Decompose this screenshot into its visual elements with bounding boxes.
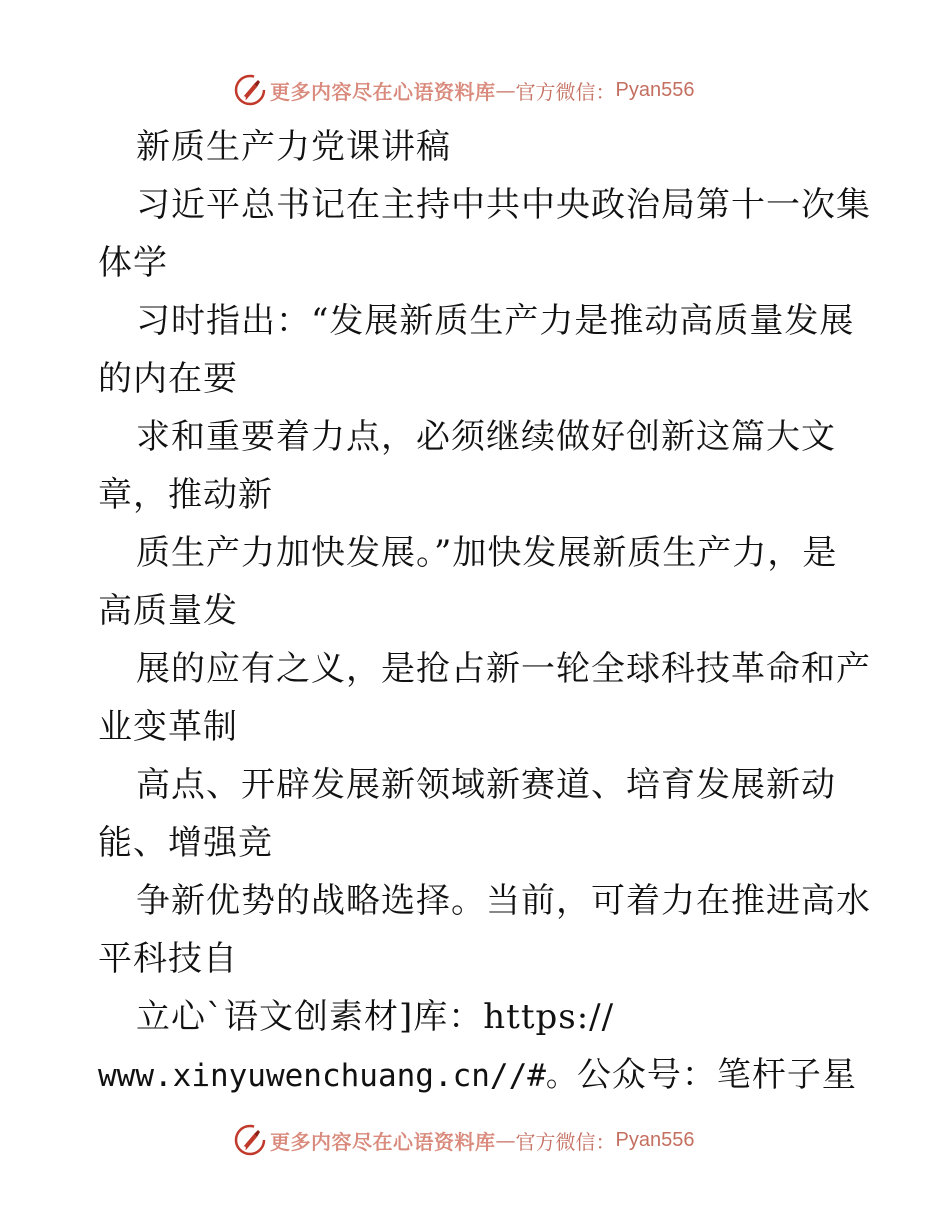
source-line: 立心`语文创素材]库：https://: [136, 997, 615, 1037]
footer-banner: [0, 1120, 950, 1160]
source-url[interactable]: www.xinyuwenchuang.cn//#。: [98, 1058, 577, 1094]
paragraph-line: 体学: [98, 243, 168, 283]
banner-wechat-label: 官方微信：: [515, 1129, 616, 1154]
paragraph-line: 章，推动新: [98, 475, 273, 515]
paragraph-line: 的内在要: [98, 359, 238, 399]
paragraph-line: 质生产力加快发展。”加快发展新质生产力，是: [136, 533, 838, 573]
paragraph-line: 习时指出：“发展新质生产力是推动高质量发展: [136, 301, 855, 341]
paragraph-line: 能、增强竞: [98, 823, 273, 863]
banner-text: 更多内容尽在心语资料库: [270, 79, 496, 104]
paragraph-line: 业变革制: [98, 707, 238, 747]
paragraph-line: 求和重要着力点，必须继续做好创新这篇大文: [136, 417, 836, 457]
paragraph-line: 习近平总书记在主持中共中央政治局第十一次集: [136, 185, 871, 225]
document-title: 新质生产力党课讲稿: [136, 127, 451, 167]
pen-logo-icon: [234, 1124, 266, 1156]
banner-text: 更多内容尽在心语资料库: [270, 1129, 496, 1154]
paragraph-line: 争新优势的战略选择。当前，可着力在推进高水: [136, 881, 871, 921]
banner-wechat-id: Pyan556: [615, 1128, 695, 1151]
banner-wechat-id: Pyan556: [615, 78, 695, 101]
banner-separator: —: [495, 1128, 516, 1152]
source-url-line: [98, 1046, 858, 1104]
pen-logo-icon: [234, 74, 266, 106]
paragraph-line: 高点、开辟发展新领域新赛道、培育发展新动: [136, 765, 836, 805]
source-public-account: 公众号：笔杆子星: [576, 1055, 857, 1095]
paragraph-line: 展的应有之义，是抢占新一轮全球科技革命和产: [136, 649, 871, 689]
banner-separator: —: [495, 78, 516, 102]
banner-wechat-label: 官方微信：: [515, 79, 616, 104]
paragraph-line: 高质量发: [98, 591, 238, 631]
header-banner: [0, 70, 950, 110]
paragraph-line: 平科技自: [98, 939, 238, 979]
document-body: [98, 118, 871, 1104]
